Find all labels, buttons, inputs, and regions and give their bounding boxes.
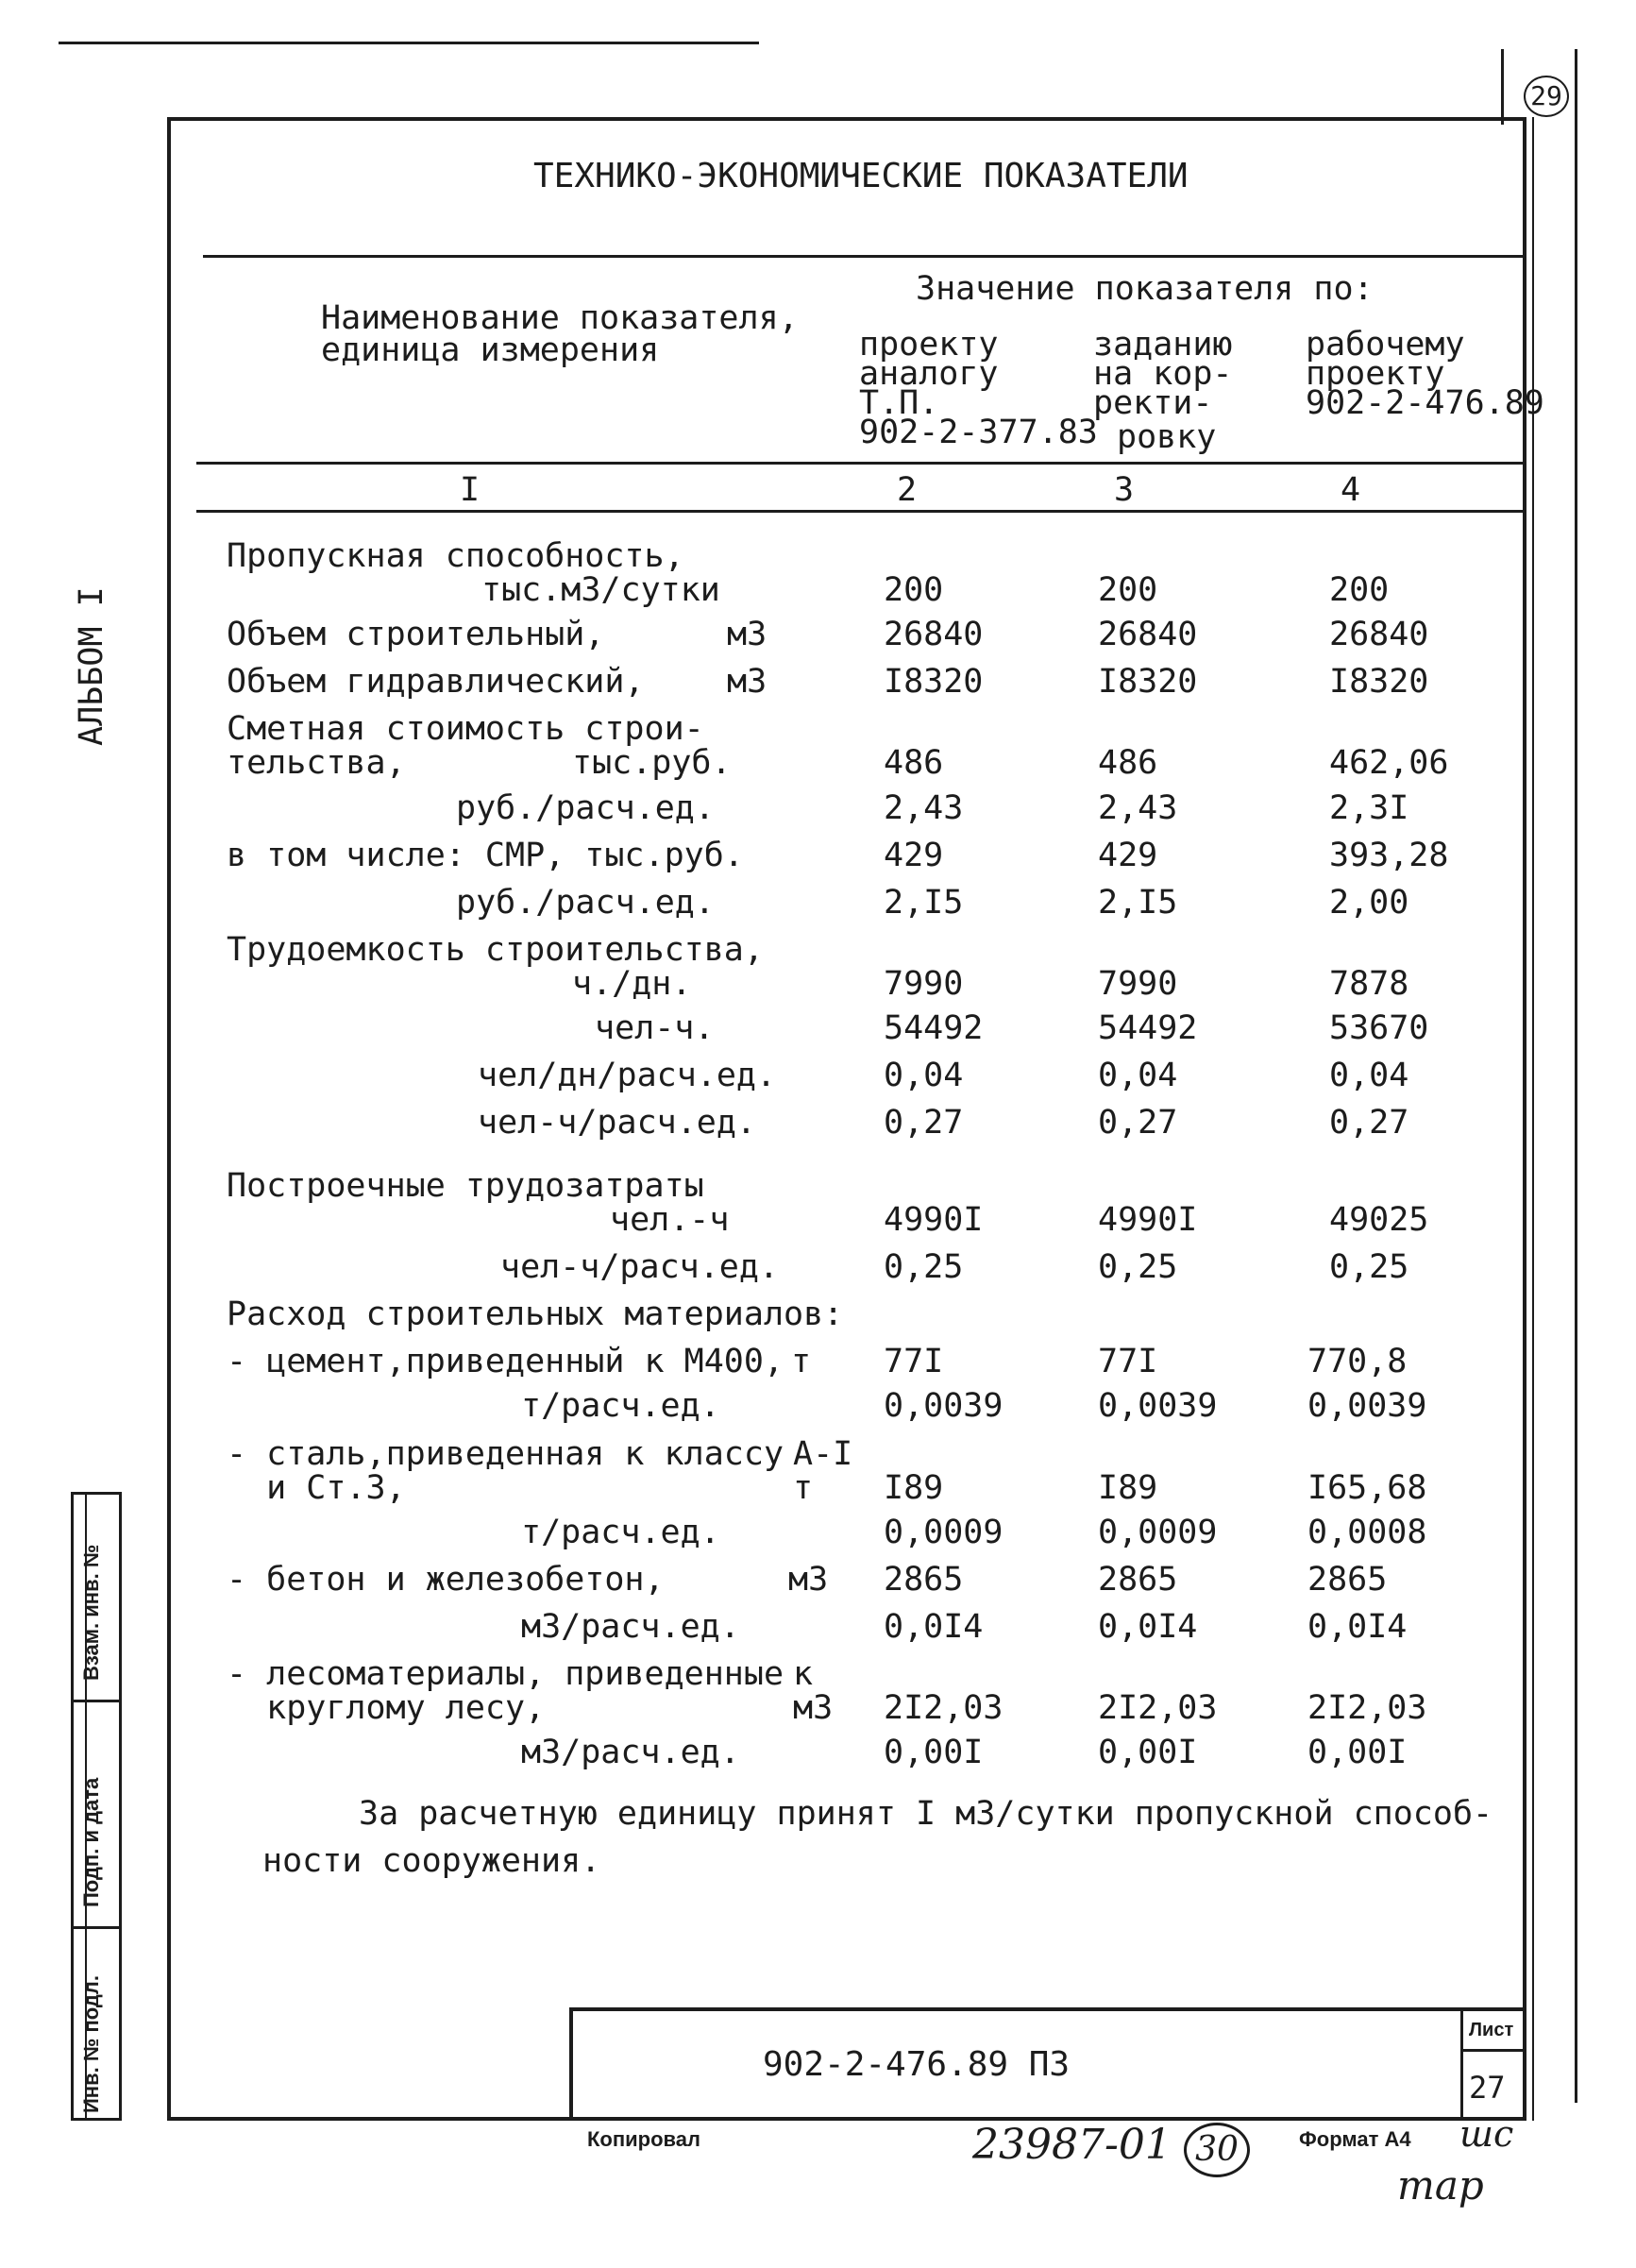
row-value-col3: 429 [1098,837,1158,874]
row-value-col2: 486 [884,744,944,782]
row-value-col4: 0,0039 [1307,1387,1427,1425]
row-value-col3: 0,0I4 [1098,1608,1198,1646]
row-value-col3: 0,0009 [1098,1514,1218,1551]
row-value-col2: 0,0039 [884,1387,1004,1425]
row-name: Объем гидравлический, [227,663,645,701]
row-unit: чел-ч/расч.ед. [478,1104,757,1142]
row-name: тельства, [227,744,406,782]
row-value-col2: 200 [884,571,944,609]
row-value-col3: 2,I5 [1098,884,1178,922]
row-value-col2: 0,0009 [884,1514,1004,1551]
row-value-col3: 26840 [1098,616,1198,653]
document-code: 902-2-476.89 ПЗ [763,2045,1071,2084]
row-unit: м3 [727,663,767,701]
row-value-col3: 0,25 [1098,1248,1178,1286]
header-group-title: Значение показателя по: [916,270,1374,308]
row-unit: м3 [793,1689,834,1727]
row-value-col3: I89 [1098,1469,1158,1507]
column-number-1: I [460,471,481,509]
row-name: круглому лесу, [227,1689,546,1727]
row-value-col2: 2,I5 [884,884,964,922]
header-col2-line-1: проекту [859,326,999,364]
row-unit: т [791,1343,812,1380]
row-unit: чел/дн/расч.ед. [478,1057,777,1094]
handwritten-initials-2: тар [1397,2162,1484,2209]
top-rule [59,42,759,44]
note-line-1: За расчетную единицу принят I м3/сутки пропускной способ- [359,1795,1493,1833]
header-col2-line-2: аналогу [859,355,999,393]
side-stamp-sep-2 [71,1926,122,1929]
row-unit: чел-ч. [595,1009,715,1047]
row-value-col4: I65,68 [1307,1469,1427,1507]
row-name: - бетон и железобетон, [227,1561,665,1599]
row-value-col2: 0,27 [884,1104,964,1142]
column-number-2: 2 [897,471,918,509]
row-value-col3: 200 [1098,571,1158,609]
row-unit: м3/расч.ед. [521,1734,740,1771]
row-value-col3: 77I [1098,1343,1158,1380]
row-value-col4: 0,25 [1329,1248,1409,1286]
header-col3-line-1: заданию [1093,326,1233,364]
header-col4-line-2: проекту [1306,355,1445,393]
row-unit: т [793,1469,814,1507]
table-header-rule [196,462,1526,465]
side-label-signature: Подп. и дата [79,1777,103,1907]
title-block-sheet-hline [1460,2049,1526,2052]
row-unit: руб./расч.ед. [456,789,715,827]
row-value-col2: I8320 [884,663,984,701]
header-name-line-2: единица измерения [321,331,660,369]
row-unit: м3 [788,1561,829,1599]
header-col4-line-1: рабочему [1306,326,1465,364]
row-value-col3: 0,27 [1098,1104,1178,1142]
row-name: - сталь,приведенная к классу [227,1435,784,1473]
row-unit: т/расч.ед. [521,1514,720,1551]
row-value-col2: 54492 [884,1009,984,1047]
row-value-col2: 4990I [884,1201,984,1239]
row-value-col4: 0,0008 [1307,1514,1427,1551]
row-name: - цемент,приведенный к М400, [227,1343,784,1380]
row-value-col4: 0,0I4 [1307,1608,1408,1646]
row-value-col4: 200 [1329,571,1390,609]
row-value-col4: 0,27 [1329,1104,1409,1142]
page-number: 29 [1524,76,1569,117]
header-name-line-1: Наименование показателя, [321,299,799,337]
row-name: Расход строительных материалов: [227,1295,844,1333]
side-label-inventory: Инв. № подл. [79,1975,103,2113]
row-value-col4: 53670 [1329,1009,1429,1047]
title-block-sheet-divider [1460,2007,1463,2121]
row-value-col3: 2I2,03 [1098,1689,1218,1727]
row-value-col3: 0,04 [1098,1057,1178,1094]
right-margin-line [1575,49,1577,2103]
column-number-3: 3 [1114,471,1135,509]
row-unit: м3/расч.ед. [521,1608,740,1646]
row-value-col3: I8320 [1098,663,1198,701]
row-unit: руб./расч.ед. [456,884,715,922]
row-value-col2: 0,04 [884,1057,964,1094]
row-unit: м3 [727,616,767,653]
row-value-col2: I89 [884,1469,944,1507]
row-name: Сметная стоимость строи- [227,710,704,748]
row-value-col2: 0,0I4 [884,1608,984,1646]
header-col2-line-4: 902-2-377.83 [859,414,1098,451]
row-value-col3: 54492 [1098,1009,1198,1047]
row-value-col3: 2865 [1098,1561,1178,1599]
table-top-rule [203,255,1526,258]
copied-label: Копировал [587,2127,701,2151]
header-col3-line-2: на кор- [1093,355,1233,393]
sheet-label: Лист [1469,2020,1514,2040]
row-value-col4: 7878 [1329,965,1409,1003]
row-unit: чел-ч/расч.ед. [500,1248,780,1286]
row-value-col4: 2865 [1307,1561,1388,1599]
row-name: - лесоматериалы, приведенные [227,1655,784,1693]
row-value-col3: 486 [1098,744,1158,782]
row-value-col4: I8320 [1329,663,1429,701]
circled-number: 30 [1184,2123,1250,2177]
top-right-post [1501,49,1504,125]
row-unit: А-I [793,1435,853,1473]
row-value-col4: 2,3I [1329,789,1409,827]
note-line-2: ности сооружения. [262,1842,601,1880]
format-label: Формат А4 [1299,2127,1411,2151]
row-unit: тыс.руб. [572,744,732,782]
row-name: в том числе: СМР, тыс.руб. [227,837,744,874]
header-col3-line-4: ровку [1117,418,1217,456]
row-value-col3: 0,0039 [1098,1387,1218,1425]
row-value-col3: 2,43 [1098,789,1178,827]
row-name: Построечные трудозатраты [227,1167,704,1205]
row-value-col4: 2,00 [1329,884,1409,922]
row-unit: т/расч.ед. [521,1387,720,1425]
side-stamp-sep-1 [71,1700,122,1702]
row-name: Трудоемкость строительства, [227,931,764,969]
row-value-col4: 0,04 [1329,1057,1409,1094]
row-unit: чел.-ч [610,1201,730,1239]
row-value-col2: 26840 [884,616,984,653]
album-label: АЛЬБОМ I [73,586,110,746]
row-value-col3: 0,00I [1098,1734,1198,1771]
row-value-col4: 770,8 [1307,1343,1408,1380]
row-value-col2: 429 [884,837,944,874]
handwritten-initials-1: шс [1459,2113,1514,2155]
row-unit: ч./дн. [572,965,692,1003]
row-unit: к [793,1655,814,1693]
sheet-number: 27 [1469,2070,1506,2106]
table-number-rule [196,510,1526,513]
row-name: и Ст.3, [227,1469,406,1507]
header-col2-line-3: Т.П. [859,384,939,422]
row-value-col4: 393,28 [1329,837,1449,874]
row-value-col2: 2865 [884,1561,964,1599]
row-value-col4: 462,06 [1329,744,1449,782]
row-value-col2: 0,25 [884,1248,964,1286]
row-value-col4: 0,00I [1307,1734,1408,1771]
row-value-col3: 7990 [1098,965,1178,1003]
row-value-col2: 7990 [884,965,964,1003]
inventory-number: 23987-01 [972,2121,1172,2169]
row-value-col2: 2,43 [884,789,964,827]
row-value-col4: 26840 [1329,616,1429,653]
row-value-col2: 2I2,03 [884,1689,1004,1727]
column-number-4: 4 [1341,471,1361,509]
row-name: Пропускная способность, [227,537,684,575]
row-value-col4: 49025 [1329,1201,1429,1239]
row-value-col2: 77I [884,1343,944,1380]
row-value-col3: 4990I [1098,1201,1198,1239]
row-name: Объем строительный, [227,616,605,653]
header-col3-line-3: ректи- [1093,384,1213,422]
row-unit: тыс.м3/сутки [481,571,720,609]
row-value-col2: 0,00I [884,1734,984,1771]
row-value-col4: 2I2,03 [1307,1689,1427,1727]
page-title: ТЕХНИКО-ЭКОНОМИЧЕСКИЕ ПОКАЗАТЕЛИ [533,157,1189,195]
side-label-replacement: Взам. инв. № [79,1544,103,1681]
header-col4-line-3: 902-2-476.89 [1306,384,1544,422]
